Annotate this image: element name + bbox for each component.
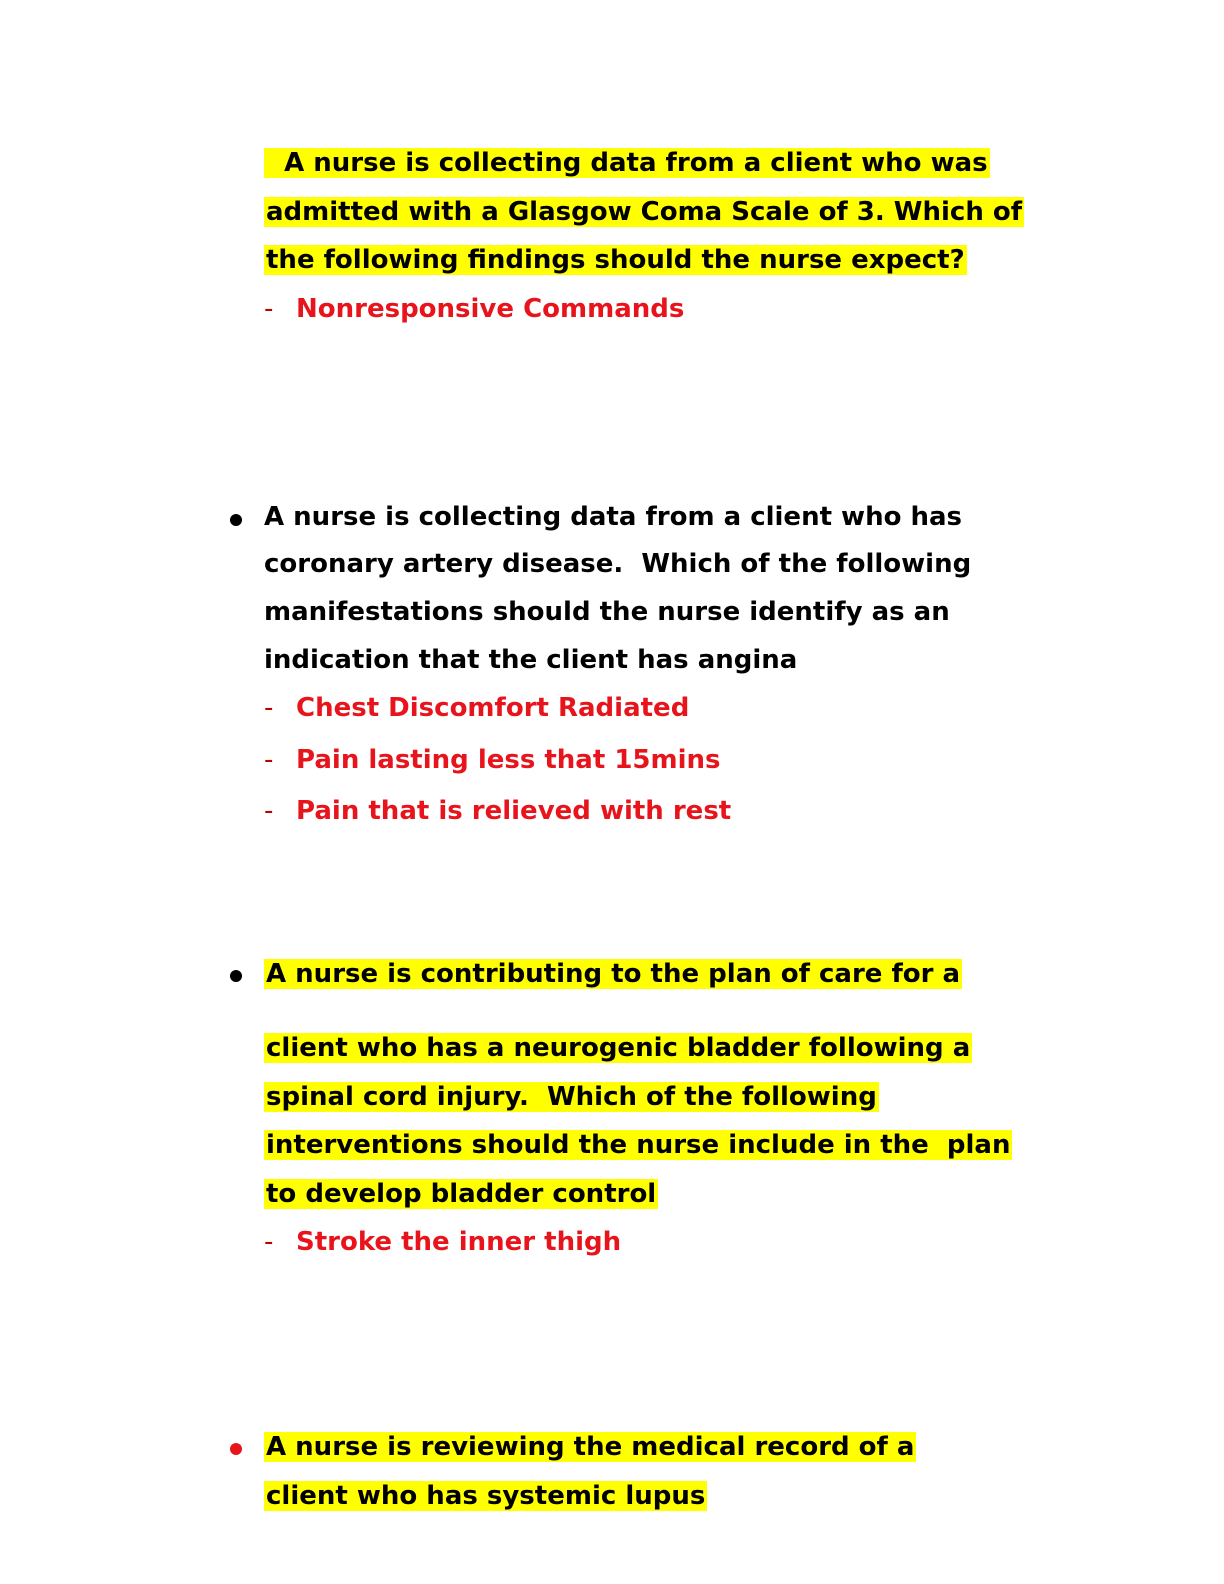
question-3-line-3: spinal cord injury. Which of the following — [266, 1082, 877, 1112]
question-3-line-4: interventions should the nurse include in the plan — [266, 1130, 1011, 1160]
question-3-line-1: A nurse is contributing to the plan of care for a — [266, 959, 961, 989]
answer-dash: - — [264, 294, 274, 324]
question-1-line-2: admitted with a Glasgow Coma Scale of 3. Which of — [266, 197, 1023, 227]
question-1-line-3: the following findings should the nurse expect? — [266, 245, 965, 275]
question-3-line-5: to develop bladder control — [266, 1179, 657, 1209]
answer-dash: - — [264, 1227, 274, 1257]
question-2-line-4: indication that the client has angina — [264, 645, 798, 675]
question-2-line-1: A nurse is collecting data from a client who has — [264, 502, 963, 532]
question-4-line-1: A nurse is reviewing the medical record of a — [266, 1432, 915, 1462]
answer-dash: - — [264, 796, 274, 826]
question-2-line-3: manifestations should the nurse identify as an — [264, 597, 950, 627]
question-2-answer-3: - Pain that is relieved with rest — [264, 796, 732, 826]
answer-dash: - — [264, 693, 274, 723]
bullet-icon — [230, 1443, 242, 1455]
question-2-answer-1: - Chest Discomfort Radiated — [264, 693, 690, 723]
question-3-line-2: client who has a neurogenic bladder following a — [266, 1033, 971, 1063]
question-2-answer-2: - Pain lasting less that 15mins — [264, 745, 721, 775]
question-3-answer-1: - Stroke the inner thigh — [264, 1227, 622, 1257]
question-4-line-2: client who has systemic lupus — [266, 1481, 706, 1511]
question-2-line-2: coronary artery disease. Which of the following — [264, 549, 972, 579]
bullet-icon — [230, 514, 242, 526]
bullet-icon — [230, 970, 242, 982]
question-1-line-1: A nurse is collecting data from a client who was — [266, 148, 988, 178]
answer-dash: - — [264, 745, 274, 775]
question-1-answer-1: - Nonresponsive Commands — [264, 294, 685, 324]
